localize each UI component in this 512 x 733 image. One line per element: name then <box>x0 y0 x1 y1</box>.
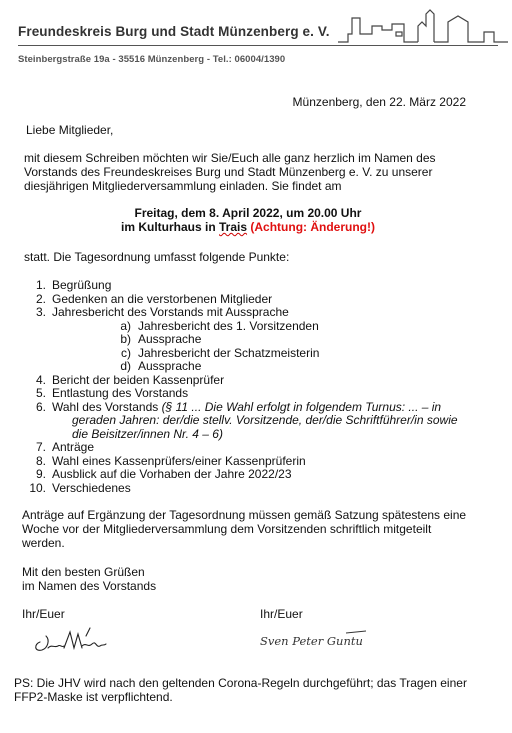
agenda-number: 1. <box>35 278 46 292</box>
agenda-number: 5. <box>35 386 46 400</box>
postscript <box>14 676 470 704</box>
postscript-line: PS: Die JHV wird nach den geltenden Corona-Regeln durchgeführt; das Tragen einer <box>14 676 467 690</box>
agenda-text: Verschiedenes <box>52 480 131 495</box>
agenda-number: 2. <box>35 291 46 306</box>
agenda-note-continued: die Beisitzer/innen Nr. 4 – 6) <box>72 426 223 441</box>
motions-line: Woche vor der Mitgliederversammlung dem Vorsitzenden schriftlich mitgeteilt <box>22 522 432 536</box>
agenda-number: 4. <box>35 372 46 387</box>
event-change-note: (Achtung: Änderung!) <box>247 220 375 234</box>
agenda-number: 7. <box>35 440 46 454</box>
agenda-number: 9. <box>35 467 46 481</box>
agenda-number: 10. <box>29 480 46 495</box>
intro-line: diesjährigen Mitgliederversammlung einladen. Sie findet am <box>24 179 342 193</box>
agenda-sub-letter: c) <box>121 345 131 360</box>
agenda-sub-letter: d) <box>120 359 131 373</box>
agenda-text: Bericht der beiden Kassenprüfer <box>52 372 225 387</box>
signature-right-script: Sven Peter Guntu <box>260 634 363 648</box>
agenda-sub-letter: b) <box>120 332 131 346</box>
handwritten-signature-right <box>258 625 378 655</box>
handwritten-signature-left <box>30 622 108 656</box>
intro-paragraph <box>24 151 472 193</box>
event-details <box>24 206 472 234</box>
agenda-sub-letter: a) <box>120 318 131 333</box>
agenda-text-note: (§ 11 ... Die Wahl erfolgt in folgendem Turnus: ... – in <box>161 399 442 414</box>
signature-label-right: Ihr/Euer <box>260 607 303 621</box>
agenda-text: Anträge <box>52 440 95 454</box>
closing-on-behalf: im Namen des Vorstands <box>22 579 157 593</box>
closing <box>22 565 156 593</box>
agenda-number: 8. <box>35 453 46 468</box>
agenda-text: Jahresbericht des Vorstands mit Aussprache <box>52 305 289 319</box>
intro-line: Vorstands des Freundeskreises Burg und Stadt Münzenberg e. V. zu unserer <box>24 165 433 179</box>
agenda-text: Wahl eines Kassenprüfers/einer Kassenprüferin <box>52 453 306 468</box>
motions-line: werden. <box>22 536 65 550</box>
salutation: Liebe Mitglieder, <box>26 123 114 137</box>
agenda-sub-text: Aussprache <box>138 332 202 346</box>
agenda-number: 6. <box>35 399 46 414</box>
agenda-intro: statt. Die Tagesordnung umfasst folgende Punkte: <box>24 250 290 264</box>
agenda-text-main: Wahl des Vorstands <box>52 399 162 414</box>
event-date-time: Freitag, dem 8. April 2022, um 20.00 Uhr <box>134 206 362 220</box>
agenda-text <box>52 400 441 414</box>
agenda-note-continued: geraden Jahren: der/die stellv. Vorsitzende, der/die Schriftführer/in sowie <box>72 413 458 427</box>
agenda-text: Entlastung des Vorstands <box>52 386 189 400</box>
agenda-text: Gedenken an die verstorbenen Mitglieder <box>52 291 273 306</box>
postscript-line: FFP2-Maske ist verpflichtend. <box>14 690 173 704</box>
letterhead-address: Steinbergstraße 19a - 35516 Münzenberg - Tel.: 06004/1390 <box>18 54 286 65</box>
agenda-sub-text: Aussprache <box>138 359 202 373</box>
event-location-place: Trais <box>219 220 248 234</box>
intro-line: mit diesem Schreiben möchten wir Sie/Euch alle ganz herzlich im Namen des <box>24 151 436 165</box>
letterhead-rule <box>18 45 498 46</box>
agenda-number: 3. <box>35 305 46 319</box>
closing-greeting: Mit den besten Grüßen <box>22 565 145 579</box>
event-location-prefix: im Kulturhaus in <box>120 220 219 234</box>
event-location <box>24 220 472 234</box>
agenda-text: Ausblick auf die Vorhaben der Jahre 2022/23 <box>52 467 292 481</box>
castle-town-skyline-logo <box>338 4 508 48</box>
letterhead-title: Freundeskreis Burg und Stadt Münzenberg e. V. <box>18 24 330 39</box>
agenda-text: Begrüßung <box>52 278 112 292</box>
motions-line: Anträge auf Ergänzung der Tagesordnung müssen gemäß Satzung spätestens eine <box>22 508 467 522</box>
signature-label-left: Ihr/Euer <box>22 607 65 621</box>
agenda-sub-text: Jahresbericht des 1. Vorsitzenden <box>138 318 319 333</box>
motions-paragraph <box>22 508 470 550</box>
letter-date: Münzenberg, den 22. März 2022 <box>292 95 466 109</box>
agenda-sub-text: Jahresbericht der Schatzmeisterin <box>138 345 320 360</box>
